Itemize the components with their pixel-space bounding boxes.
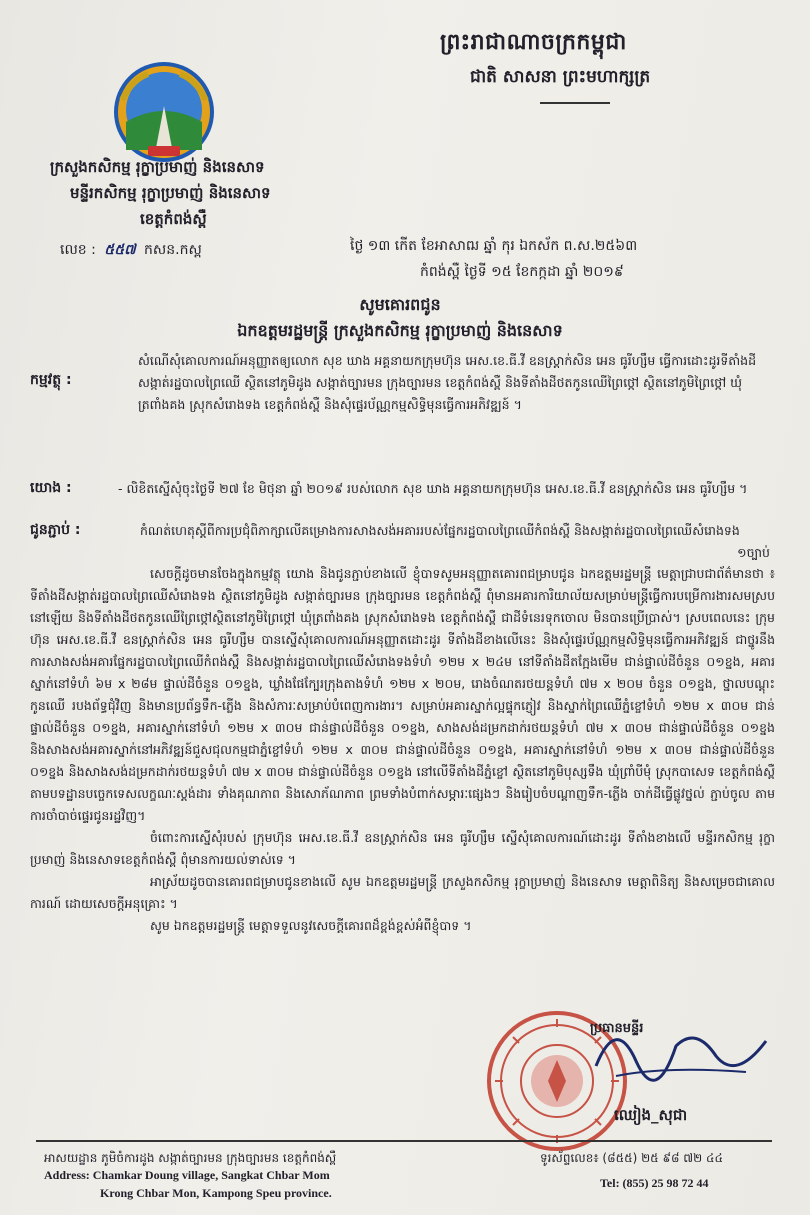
- ref-text: - លិខិតស្នើសុំចុះថ្ងៃទី ២៧ ខែ មិថុនា ឆ្នាំ ២០១៩ របស់លោក សុខ ឃាង អគ្គនាយកក្រុមហ៊ុន អេស.ខេ.ធី.វី ឧនស្ត្រាក់សិន អេន ធូរីហ្សឹម ។: [118, 481, 748, 496]
- motto-divider: [540, 102, 610, 104]
- footer-phone-en: Tel: (855) 25 98 72 44: [600, 1176, 709, 1190]
- greeting-line: សូមគោរពជូន: [359, 295, 441, 314]
- reference-label: លេខ :: [60, 242, 96, 258]
- ministry-name: ក្រសួងកសិកម្ម រុក្ខាប្រមាញ់ និងនេសាទ: [50, 158, 265, 176]
- subject-text: សំណើសុំគោលការណ៍អនុញ្ញាតឲ្យលោក សុខ ឃាង អគ្គនាយកក្រុមហ៊ុន អេស.ខេ.ធី.វី ឧនស្ត្រាក់សិន អេន ធូរីហ្សឹម ធ្វើការដោះដូរទីតាំងដីសង្កាត់រដ្ឋបាលព្រៃឈើ ស្ថិតនៅភូមិដូង សង្កាត់ច្បារមន ក្រុងច្បារមន ខេត្តកំពង់ស្ពឺ និងទីតាំងដីថតកូនឈើព្រៃថ្កៅ ស្ថិតនៅភូមិព្រៃថ្កៅ ឃុំត្រពាំងគង ស្រុកសំរោងទង ខេត្តកំពង់ស្ពឺ និងសុំផ្ទេរប័ណ្ណកម្មសិទ្ធិមុនធ្វើការអភិវឌ្ឍន៍ ។: [138, 353, 757, 412]
- reference-value: ៥៥៧: [104, 242, 136, 258]
- subject-label: កម្មវត្ថុ :: [30, 372, 72, 388]
- footer-address-kh: អាសយដ្ឋាន ភូមិចំការដូង សង្កាត់ច្បារមន ក្រុងច្បារមន ខេត្តកំពង់ស្ពឺ: [44, 1151, 337, 1165]
- solar-date: កំពង់ស្ពឺ ថ្ងៃទី ១៥ ខែកក្កដា ឆ្នាំ ២០១៩: [420, 264, 624, 280]
- footer-divider: [36, 1140, 772, 1142]
- recipient-line: ឯកឧត្តមរដ្ឋមន្ត្រី ក្រសួងកសិកម្ម រុក្ខាប្រមាញ់ និងនេសាទ: [237, 321, 563, 340]
- footer-address-en-1: Address: Chamkar Doung village, Sangkat Chbar Mom: [44, 1168, 330, 1182]
- handwritten-signature-icon: [576, 1006, 776, 1096]
- letter-body: [30, 563, 775, 937]
- lunar-date: ថ្ងៃ ១៣ កើត ខែអាសាឍ ឆ្នាំ កុរ ឯកស័ក ព.ស.២៥៦៣: [350, 238, 638, 254]
- signer-name: ឈៀង_សុជា: [614, 1106, 688, 1124]
- signer-title: ប្រធានមន្ទីរ: [590, 1021, 644, 1036]
- kingdom-title: ព្រះរាជាណាចក្រកម្ពុជា: [440, 30, 627, 55]
- reference-number: [60, 240, 202, 261]
- national-motto: ជាតិ សាសនា ព្រះមហាក្សត្រ: [470, 67, 651, 87]
- enclosure-label: ជូនភ្ជាប់ :: [30, 522, 81, 538]
- department-name: មន្ទីរកសិកម្ម រុក្ខាប្រមាញ់ និងនេសាទ: [70, 184, 271, 202]
- enclosure-count: ១ច្បាប់: [737, 545, 770, 560]
- ref-label: យោង :: [30, 480, 72, 496]
- body-paragraph-1: សេចក្តីដូចមានចែងក្នុងកម្មវត្ថុ យោង និងជូនភ្ជាប់ខាងលើ ខ្ញុំបាទសូមអនុញ្ញាតគោរពជម្រាបជូន ឯកឧត្តមរដ្ឋមន្ត្រី មេត្តាជ្រាបជាព័ត៌មានថា ៖ ទីតាំងដីសង្កាត់រដ្ឋបាលព្រៃឈើសំរោងទង ស្ថិតនៅភូមិដូង សង្កាត់ច្បារមន ក្រុងច្បារមន ខេត្តកំពង់ស្ពឺ ពុំមានអគារការិយាល័យសម្រាប់មន្ត្រីធ្វើការបម្រើការងារសមស្របនៅឡើយ និងទីតាំងដីថតកូនឈើព្រៃថ្កៅស្ថិតនៅភូមិព្រៃថ្កៅ ឃុំត្រពាំងគង ស្រុកសំរោងទង ខេត្តកំពង់ស្ពឺ ជាដីទំនេរទុកចោល មិនបានប្រើប្រាស់។ ស្របពេលនេះ ក្រុមហ៊ុន អេស.ខេ.ធី.វី ឧនស្ត្រាក់សិន អេន ធូរីហ្សឹម បានស្នើសុំគោលការណ៍អនុញ្ញាតដោះដូរ ទីតាំងដីខាងលើនេះ និងសុំផ្ទេរប័ណ្ណកម្មសិទ្ធិមុនធ្វើការអភិវឌ្ឍន៍ ជាថ្នូរនឹងការសាងសង់អគារផ្នែករដ្ឋបាលព្រៃឈើកំពង់ស្ពឺ និងសង្កាត់រដ្ឋបាលព្រៃឈើសំរោងទងទំហំ ១២ម x ២៤ម នៅទីតាំងដីតក្អែងមើម ជាន់ផ្ទាល់ដីចំនួន ០១ខ្នង, អគារស្នាក់នៅទំហំ ៦ម x ២៨ម ផ្ទាល់ដីចំនួន ០១ខ្នង, ឃ្លាំងផែក្បែរក្រុងតាងទំហំ ១២ម x ២០ម, រោងចំណតរថយន្តទំហំ ៧ម x ២០ម ចំនួន ០១ខ្នង, ថ្នាលបណ្តុះកូនឈើ របងព័ទ្ធជុំវិញ និងមានប្រព័ន្ធទឹក-ភ្លើង និងសំភារៈសម្រាប់បំពេញការងារ។ សម្រាប់អគារស្នាក់ល្អផ្ទុកភ្ញៀវ និងស្នាក់ព្រៃឈើភ្នំខ្ចៅទំហំ ១២ម x ៣០ម ជាន់ផ្ទាល់ដីចំនួន ០១ខ្នង, អគារស្នាក់នៅទំហំ ១២ម x ៣០ម ជាន់ផ្ទាល់ដីចំនួន ០១ខ្នង, សាងសង់ដម្រកដាក់រថយន្តទំហំ ៧ម x ៣០ម ជាន់ផ្ទាល់ដីចំនួន ០១ខ្នង និងសាងសង់អគារស្នាក់នៅអភិវឌ្ឍន៍ជួសជុលកម្មជាភ្នំខ្ចៅទំហំ ១២ម x ៣០ម ជាន់ផ្ទាល់ដីចំនួន ០១ខ្នង, អគារស្នាក់នៅទំហំ ១២ម x ៣០ម ជាន់ផ្ទាល់ដីចំនួន ០១ខ្នង និងសាងសង់ដម្រកដាក់រថយន្តទំហំ ៧ម x ៣០ម ជាន់ផ្ទាល់ដីចំនួន ០១ខ្នង នៅលើទីតាំងដីភ្នំខ្ចៅ ស្ថិតនៅភូមិបុស្សទឹង ឃុំព្រាំបីមុំ ស្រុកបាសេទ ខេត្តកំពង់ស្ពឺ តាមបទដ្ឋានបច្ចេកទេសលក្ខណៈស្តង់ដារ ទាំងគុណភាព និងសោភ័ណភាព ព្រមទាំងបំពាក់សម្ភារៈផ្សេងៗ និងរៀបចំបណ្តាញទឹក-ភ្លើង ចាក់ដីធ្វើផ្លូវថ្នល់ ភ្ជាប់ចូល តាមការចាំបាច់ផ្ទេរជូនរដ្ឋវិញ។: [30, 566, 775, 823]
- enclosure-text: [140, 520, 770, 564]
- footer-phone-kh: ទូរស័ព្ទលេខ៖ (៨៥៥) ២៥ ៩៨ ៧២ ៤៤: [540, 1151, 724, 1165]
- enclosure-description: កំណត់ហេតុស្តីពីការប្រជុំពិភាក្សាលើគម្រោងការសាងសង់អគាររបស់ផ្នែករដ្ឋបាលព្រៃឈើកំពង់ស្ពឺ និងសង្កាត់រដ្ឋបាលព្រៃឈើសំរោងទង: [140, 523, 740, 538]
- province-name: ខេត្តកំពង់ស្ពឺ: [140, 210, 207, 228]
- ministry-logo-icon: [112, 60, 216, 164]
- body-paragraph-2: ចំពោះការស្នើសុំរបស់ ក្រុមហ៊ុន អេស.ខេ.ធី.វី ឧនស្ត្រាក់សិន អេន ធូរីហ្សឹម ស្នើសុំគោលការណ៍ដោះដូរ ទីតាំងខាងលើ មន្ទីរកសិកម្ម រុក្ខាប្រមាញ់ និងនេសាទខេត្តកំពង់ស្ពឺ ពុំមានការយល់ទាស់ទេ ។: [30, 830, 775, 867]
- body-paragraph-4: សូម ឯកឧត្តមរដ្ឋមន្ត្រី មេត្តាទទួលនូវសេចក្តីគោរពដ៏ខ្ពង់ខ្ពស់អំពីខ្ញុំបាទ ។: [150, 918, 472, 933]
- reference-suffix: កសន.កស្ព: [144, 242, 202, 258]
- body-paragraph-3: អាស្រ័យដូចបានគោរពជម្រាបជូនខាងលើ សូម ឯកឧត្តមរដ្ឋមន្ត្រី ក្រសួងកសិកម្ម រុក្ខាប្រមាញ់ និងនេសាទ មេត្តាពិនិត្យ និងសម្រេចជាគោលការណ៍ ដោយសេចក្តីអនុគ្រោះ ។: [30, 874, 775, 911]
- footer-address-en-2: Krong Chbar Mon, Kampong Speu province.: [100, 1186, 332, 1200]
